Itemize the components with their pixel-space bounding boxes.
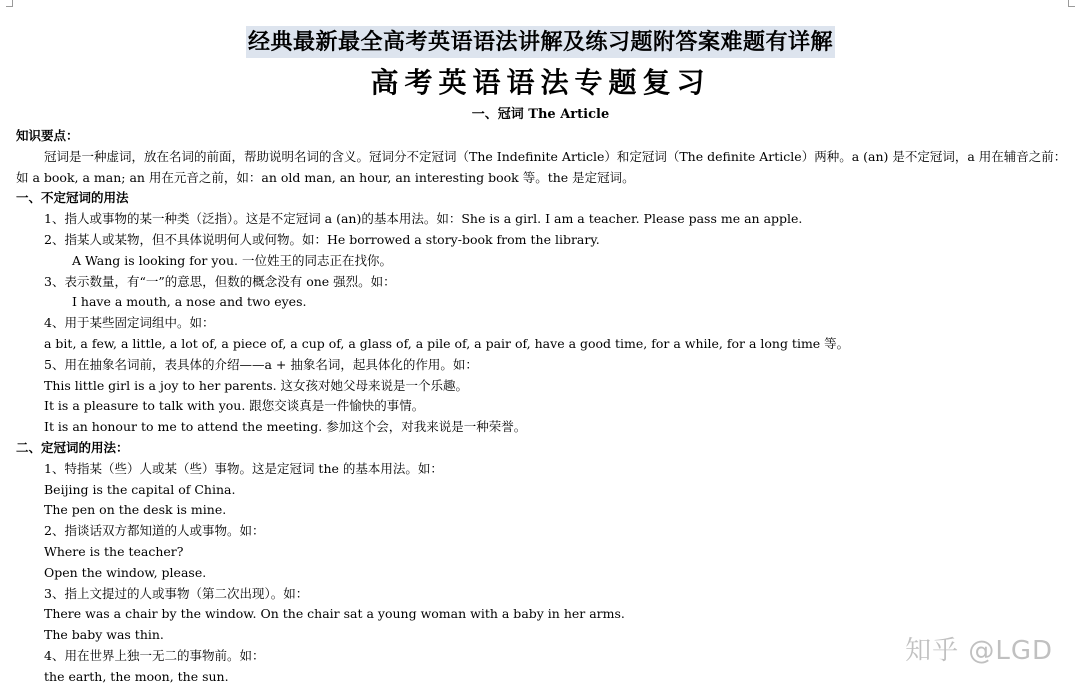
intro-paragraph: 冠词是一种虚词，放在名词的前面，帮助说明名词的含义。冠词分不定冠词（The Indefinite Article）和定冠词（The definite Article）两种。a (an) 是不定冠词，a 用在辅音之前：如 a book, a man; an 用在元音之前，如：an old man, an hour, an interesting book 等。the 是定冠词。	[16, 148, 1067, 185]
margin-corner-mark-left	[6, 0, 13, 7]
indef-point-4: 4、用于某些固定词组中。如：	[44, 315, 215, 331]
def-point-1: 1、特指某（些）人或某（些）事物。这是定冠词 the 的基本用法。如：	[44, 460, 443, 476]
def-point-2-example-2: Open the window, please.	[44, 564, 207, 580]
def-point-4-example-1: the earth, the moon, the sun.	[44, 668, 229, 684]
indef-point-2-example: A Wang is looking for you. 一位姓王的同志正在找你。	[72, 252, 392, 268]
indef-point-4-example: a bit, a few, a little, a lot of, a piece of, a cup of, a glass of, a pile of, a pair of, have a good time, for a while, for a long time 等。	[44, 335, 850, 351]
indef-point-5-example-3: It is an honour to me to attend the meeting. 参加这个会，对我来说是一种荣誉。	[44, 419, 527, 435]
document-subtitle: 高考英语语法专题复习	[370, 66, 711, 99]
margin-corner-mark-right	[1068, 0, 1075, 7]
zhihu-watermark: 知乎 @LGD	[905, 636, 1053, 666]
indef-point-5-example-1: This little girl is a joy to her parents. 这女孩对她父母来说是一个乐趣。	[44, 377, 469, 393]
def-point-3-example-2: The baby was thin.	[44, 627, 164, 643]
definite-article-heading: 二、定冠词的用法：	[16, 439, 129, 455]
indefinite-article-heading: 一、不定冠词的用法	[16, 190, 129, 206]
def-point-4: 4、用在世界上独一无二的事物前。如：	[44, 647, 265, 663]
def-point-1-example-1: Beijing is the capital of China.	[44, 481, 236, 497]
document-body	[16, 126, 1068, 688]
indef-point-5-example-2: It is a pleasure to talk with you. 跟您交谈真是一件愉快的事情。	[44, 398, 425, 414]
knowledge-heading: 知识要点：	[16, 128, 79, 143]
document-title-bar	[0, 26, 1081, 58]
section-title-article: 一、冠词 The Article	[471, 107, 610, 122]
def-point-2-example-1: Where is the teacher?	[44, 543, 184, 559]
def-point-3-example-1: There was a chair by the window. On the chair sat a young woman with a baby in her arms.	[44, 606, 625, 622]
indef-point-3-example: I have a mouth, a nose and two eyes.	[72, 294, 307, 310]
indef-point-1: 1、指人或事物的某一种类（泛指）。这是不定冠词 a (an)的基本用法。如：She is a girl. I am a teacher. Please pass me an apple.	[44, 211, 803, 227]
document-title: 经典最新最全高考英语语法讲解及练习题附答案难题有详解	[246, 26, 835, 58]
indef-point-2: 2、指某人或某物，但不具体说明何人或何物。如：He borrowed a story-book from the library.	[44, 231, 600, 247]
def-point-1-example-2: The pen on the desk is mine.	[44, 502, 227, 518]
indef-point-5: 5、用在抽象名词前，表具体的介绍——a + 抽象名词，起具体化的作用。如：	[44, 356, 478, 372]
def-point-2: 2、指谈话双方都知道的人或事物。如：	[44, 523, 265, 539]
def-point-3: 3、指上文提过的人或事物（第二次出现）。如：	[44, 585, 309, 601]
indef-point-3: 3、表示数量，有“一”的意思，但数的概念没有 one 强烈。如：	[44, 273, 396, 289]
